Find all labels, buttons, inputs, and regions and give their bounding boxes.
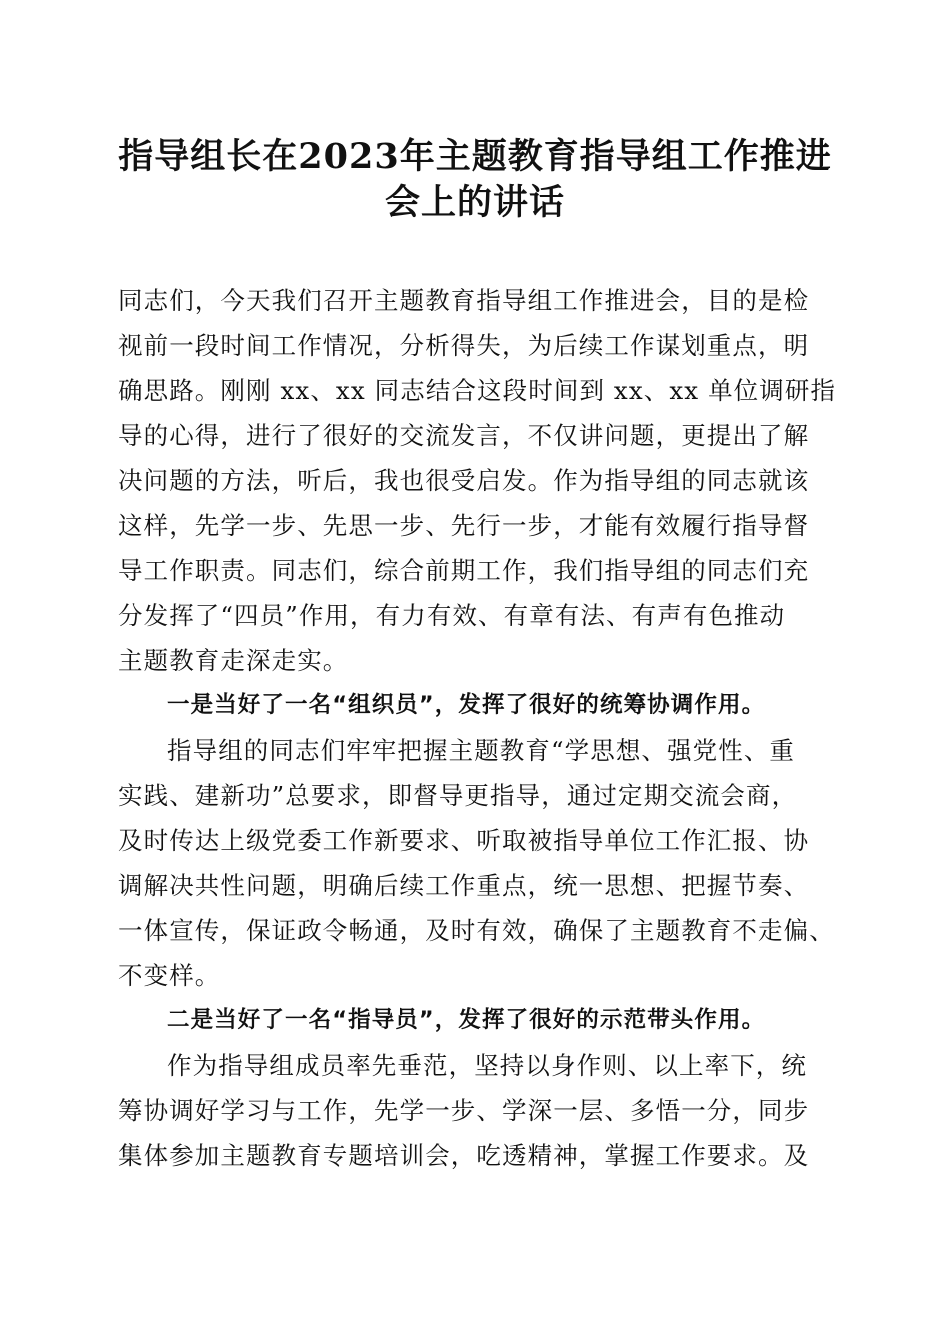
body-line: 同志们，今天我们召开主题教育指导组工作推进会，目的是检 xyxy=(118,286,810,315)
title-line-2: 会上的讲话 xyxy=(384,182,565,223)
body-line: 作为指导组成员率先垂范，坚持以身作则、以上率下，统 xyxy=(167,1051,807,1080)
body-line: 这样，先学一步、先思一步、先行一步，才能有效履行指导督 xyxy=(118,511,810,540)
body-line: 视前一段时间工作情况，分析得失，为后续工作谋划重点，明 xyxy=(118,331,810,360)
body-line: 集体参加主题教育专题培训会，吃透精神，掌握工作要求。及 xyxy=(118,1141,810,1170)
document-body xyxy=(118,278,838,1178)
body-line: 调解决共性问题，明确后续工作重点，统一思想、把握节奏、 xyxy=(118,871,810,900)
body-line: 决问题的方法，听后，我也很受启发。作为指导组的同志就该 xyxy=(118,466,810,495)
body-line: 导工作职责。同志们，综合前期工作，我们指导组的同志们充 xyxy=(118,556,810,585)
body-line: 一体宣传，保证政令畅通，及时有效，确保了主题教育不走偏、 xyxy=(118,916,835,945)
body-line: 及时传达上级党委工作新要求、听取被指导单位工作汇报、协 xyxy=(118,826,810,855)
body-line: 导的心得，进行了很好的交流发言，不仅讲问题，更提出了解 xyxy=(118,421,810,450)
body-line: 指导组的同志们牢牢把握主题教育“学思想、强党性、重 xyxy=(167,736,796,765)
document-title xyxy=(100,134,850,226)
title-line-1: 指导组长在2023年主题教育指导组工作推进 xyxy=(118,136,832,177)
body-line: 实践、建新功”总要求，即督导更指导，通过定期交流会商， xyxy=(118,781,798,810)
section-heading-2: 二是当好了一名“指导员”，发挥了很好的示范带头作用。 xyxy=(167,1007,766,1033)
body-line: 不变样。 xyxy=(118,961,221,990)
body-line: 筹协调好学习与工作，先学一步、学深一层、多悟一分，同步 xyxy=(118,1096,810,1125)
body-line: 确思路。刚刚 xx、xx 同志结合这段时间到 xx、xx 单位调研指 xyxy=(118,376,837,405)
section-heading-1: 一是当好了一名“组织员”，发挥了很好的统筹协调作用。 xyxy=(167,692,766,718)
body-line: 分发挥了“四员”作用，有力有效、有章有法、有声有色推动 xyxy=(118,601,786,630)
body-line: 主题教育走深走实。 xyxy=(118,646,349,675)
